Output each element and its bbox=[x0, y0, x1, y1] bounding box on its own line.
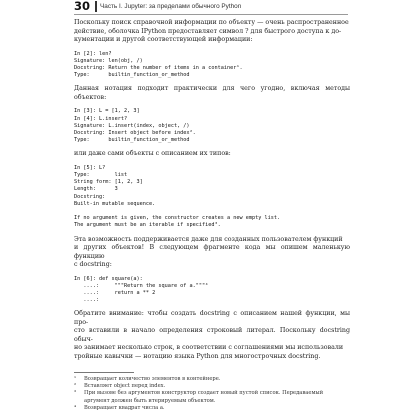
code-block-len: In [2]: len? Signature: len(obj, /) Docstring: Return the number of items in a container¹. Type: builtin_function_or_method bbox=[74, 50, 243, 79]
footnote-1: ¹ Возвращает количество элементов в контейнере. bbox=[74, 376, 221, 382]
page-header bbox=[0, 0, 420, 14]
footnote-2: ² Вставляет object перед index. bbox=[74, 383, 166, 390]
paragraph-5: Обратите внимание: чтобы создать docstring с описанием нашей функции, мы про- сто вставили в начало определения строковый литерал. Поскольку docstring обыч- но занимает несколько строк, в соответствии с соглашениями мы использовали тройные кавычки — нотацию языка Python для многострочных docstring. bbox=[74, 310, 350, 360]
footnotes bbox=[74, 376, 350, 412]
code-block-list: In [5]: L? Type: list String form: [1, 2, 3] Length: 3 Docstring: Built-in mutable sequence. If no argument is given, the constructor creates a new empty list. The argument must be an iterable if specified³. bbox=[74, 164, 281, 229]
paragraph-1: Поскольку поиск справочной информации по объекту — очень распространенное действие, оболочка IPython предоставляет символ ? для быстрого доступа к до- кументации и другой соответствующей информации: bbox=[74, 19, 349, 43]
paragraph-4: Эта возможность поддерживается даже для созданных пользователем функций и других объектов! В следующем фрагменте кода мы опишем маленькую функцию с docstring: bbox=[74, 235, 350, 269]
paragraph-2: Данная нотация подходит практически для чего угодно, включая методы объектов: bbox=[74, 85, 350, 101]
code-block-insert: In [3]: L = [1, 2, 3] In [4]: L.insert? Signature: L.insert(index, object, /) Docstring: Insert object before index². Type: builtin_function_or_method bbox=[74, 108, 196, 144]
page-body bbox=[74, 19, 350, 361]
page-number: 30 bbox=[74, 0, 91, 13]
paragraph-3: или даже сами объекты с описанием их типов: bbox=[74, 150, 231, 158]
footnote-3-cont: аргумент должен быть итерируемым объектом. bbox=[84, 397, 216, 404]
running-title: Часть I. Jupyter: за пределами обычного Python bbox=[100, 3, 242, 10]
footnote-3: ³ При вызове без аргументов конструктор создает новый пустой список. Передаваемый bbox=[74, 390, 324, 397]
header-rule bbox=[74, 14, 348, 15]
header-divider bbox=[95, 1, 97, 12]
code-block-square: In [6]: def square(a): ....: """Return the square of a."""⁴ ....: return a ** 2 ....: bbox=[74, 275, 209, 304]
footnote-rule bbox=[74, 372, 134, 373]
footnote-4: ⁴ Возвращает квадрат числа a. bbox=[74, 404, 165, 411]
